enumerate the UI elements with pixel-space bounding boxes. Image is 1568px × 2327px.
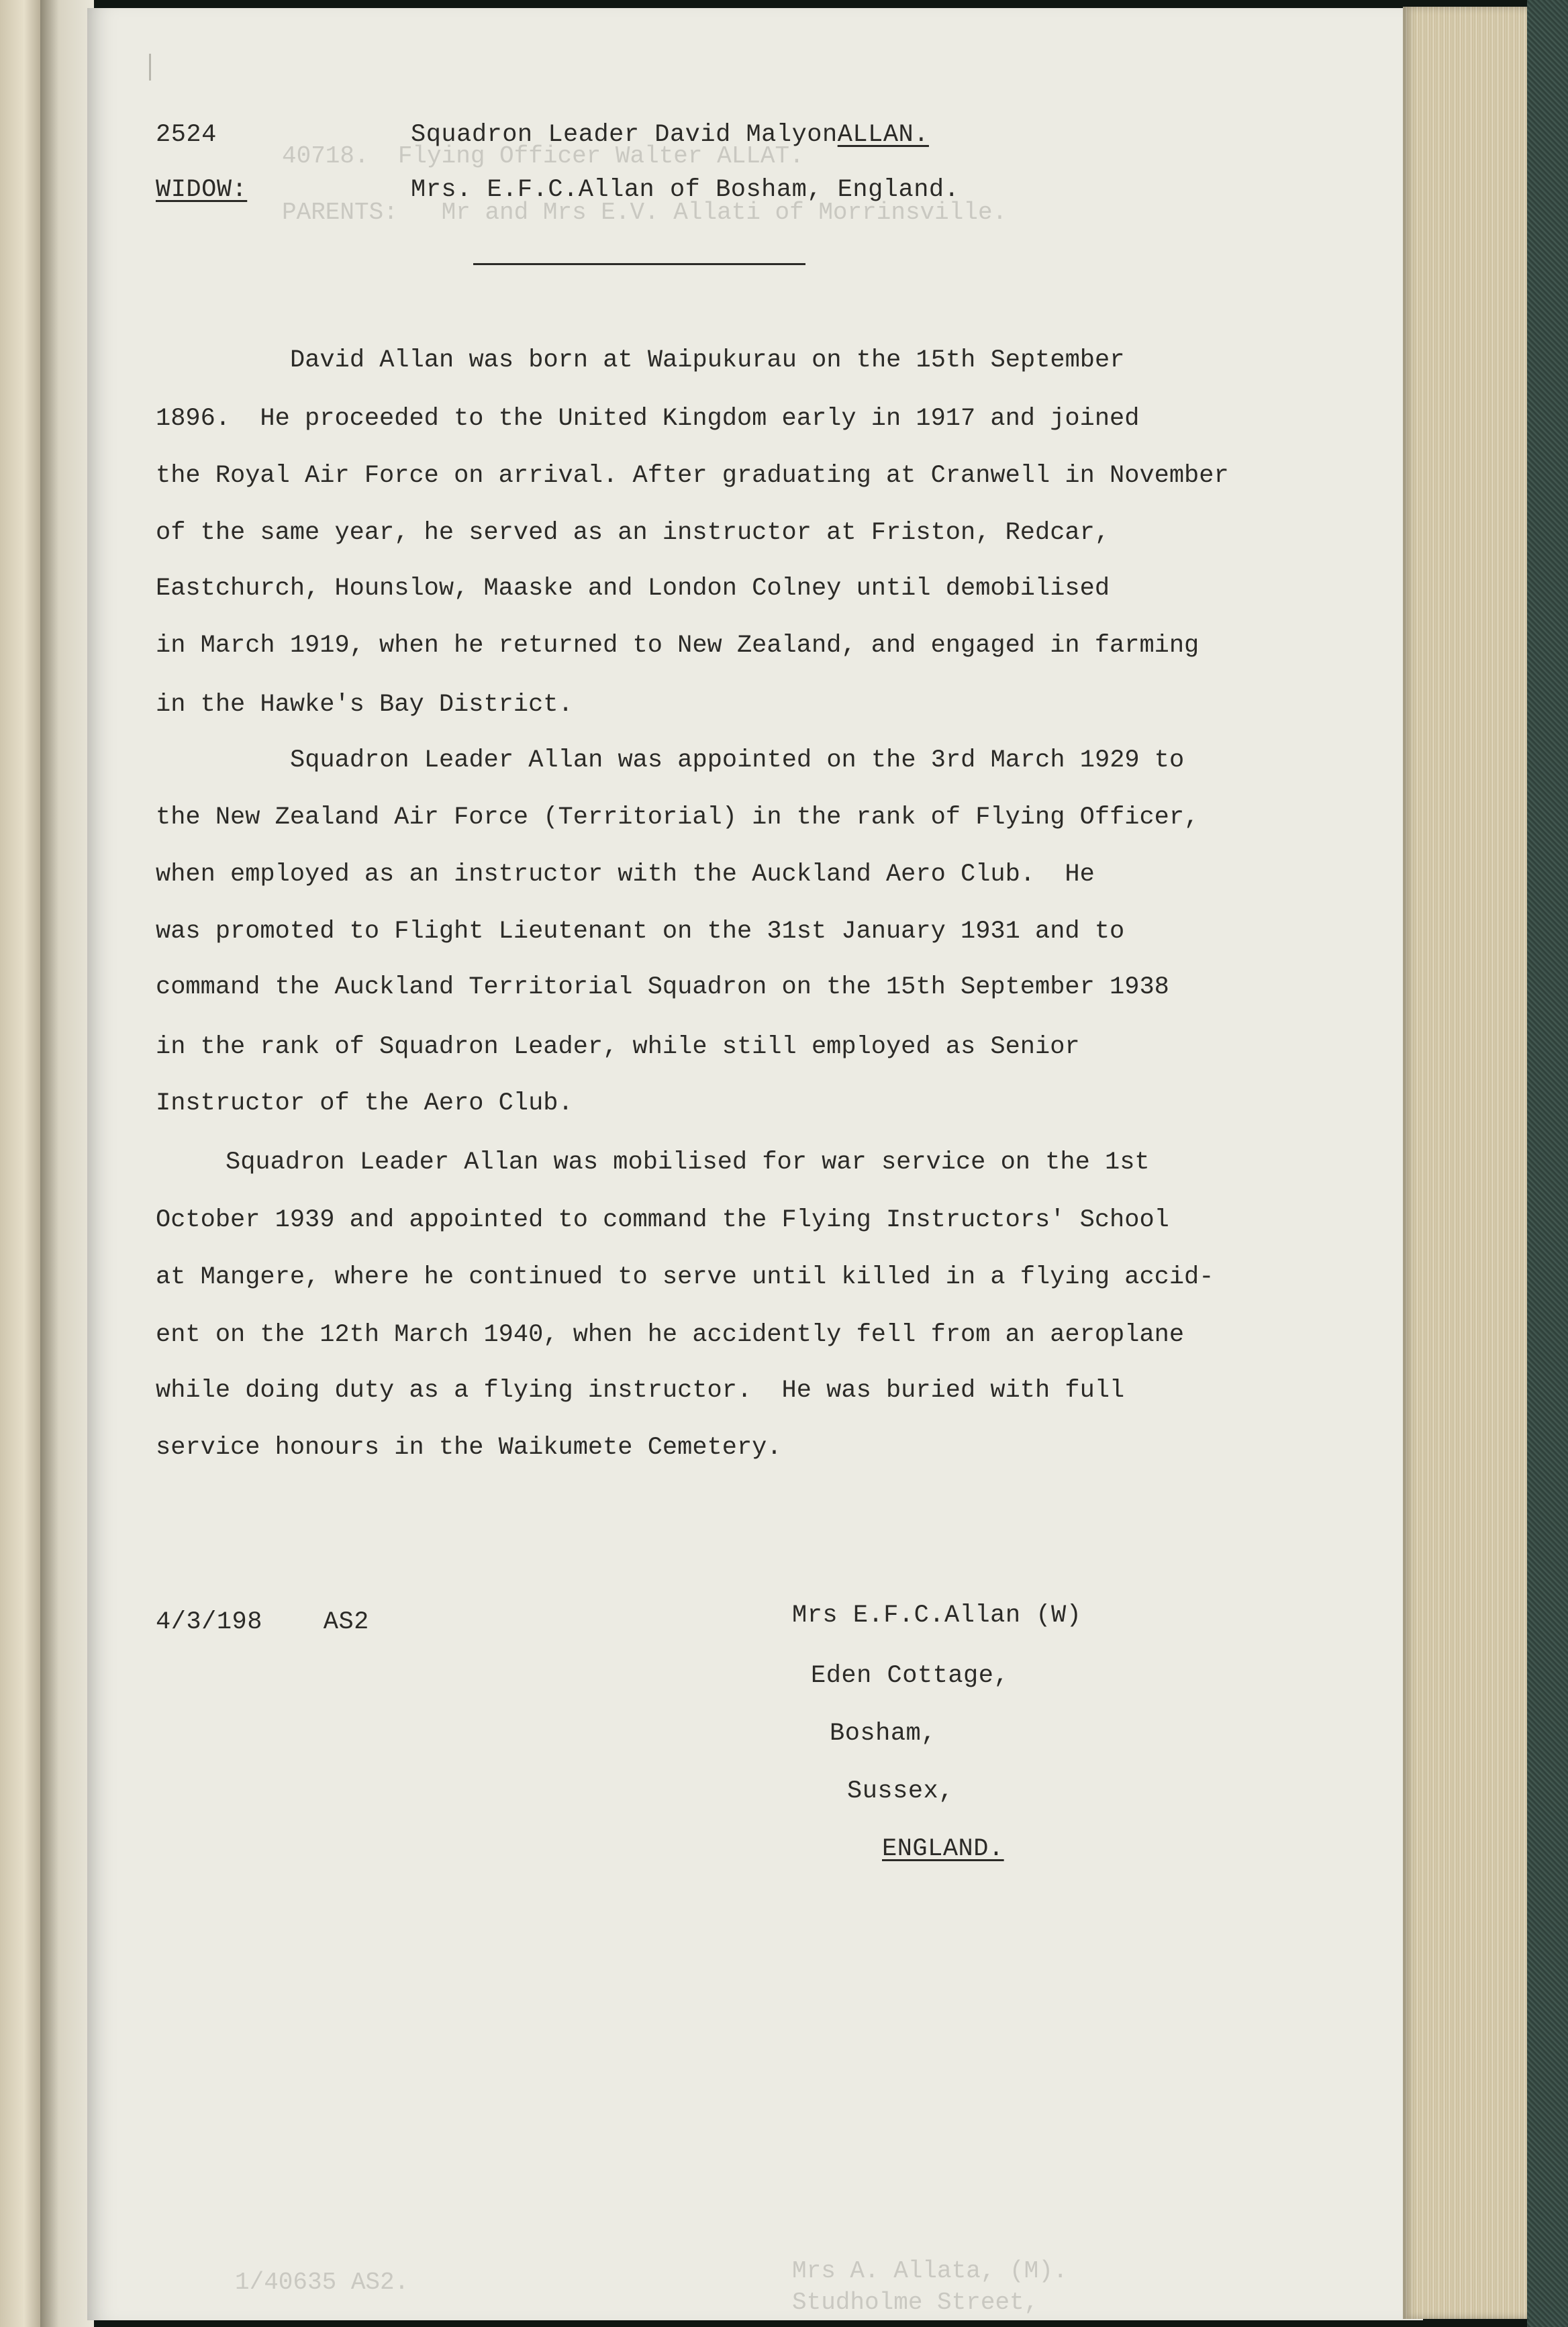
widow-text: Mrs. E.F.C.Allan of Bosham, England. xyxy=(411,176,960,204)
page-edges xyxy=(1403,7,1537,2319)
body-line: the New Zealand Air Force (Territorial) in the rank of Flying Officer, xyxy=(156,803,1199,832)
body-line: at Mangere, where he continued to serve until killed in a flying accid- xyxy=(156,1263,1214,1291)
body-line: when employed as an instructor with the Auckland Aero Club. He xyxy=(156,860,1095,889)
body-line: was promoted to Flight Lieutenant on the 31st January 1931 and to xyxy=(156,918,1125,946)
body-line: of the same year, he served as an instructor at Friston, Redcar, xyxy=(156,519,1110,547)
body-line: Squadron Leader Allan was appointed on the 3rd March 1929 to xyxy=(290,746,1185,775)
body-line: service honours in the Waikumete Cemetery. xyxy=(156,1434,782,1462)
body-line: Eastchurch, Hounslow, Maaske and London Colney until demobilised xyxy=(156,575,1110,603)
address-country: ENGLAND. xyxy=(882,1835,1004,1863)
body-line: Instructor of the Aero Club. xyxy=(156,1089,573,1118)
book-gutter xyxy=(40,0,94,2327)
body-line: October 1939 and appointed to command the Flying Instructors' School xyxy=(156,1206,1169,1234)
bleed-line-bottom-addr2: Studholme Street, xyxy=(792,2289,1039,2316)
book-spine-left xyxy=(0,0,40,2327)
address-line: Eden Cottage, xyxy=(811,1662,1010,1690)
address-line: Mrs E.F.C.Allan (W) xyxy=(792,1601,1082,1630)
body-line: in the rank of Squadron Leader, while still employed as Senior xyxy=(156,1033,1080,1061)
record-heading xyxy=(411,121,929,149)
book-cover-right xyxy=(1527,0,1568,2327)
body-line: ent on the 12th March 1940, when he accidently fell from an aeroplane xyxy=(156,1321,1185,1349)
body-line: Squadron Leader Allan was mobilised for war service on the 1st xyxy=(226,1148,1150,1177)
body-line: in the Hawke's Bay District. xyxy=(156,691,573,719)
body-line: 1896. He proceeded to the United Kingdom early in 1917 and joined xyxy=(156,405,1140,433)
bleed-line-top-1: 40718. Flying Officer Walter ALLAT. xyxy=(282,142,804,170)
record-number: 2524 xyxy=(156,121,217,149)
bleed-line-bottom-addr1: Mrs A. Allata, (M). xyxy=(792,2257,1068,2285)
address-line: Bosham, xyxy=(830,1720,936,1748)
body-line: while doing duty as a flying instructor. He was buried with full xyxy=(156,1377,1125,1405)
header-rule xyxy=(473,263,805,265)
file-reference: 4/3/198 AS2 xyxy=(156,1608,369,1636)
address-line: Sussex, xyxy=(847,1777,954,1805)
record-surname: ALLAN. xyxy=(837,121,929,149)
body-line: David Allan was born at Waipukurau on the 15th September xyxy=(290,346,1125,375)
body-line: in March 1919, when he returned to New Zealand, and engaged in farming xyxy=(156,632,1199,660)
record-name: Squadron Leader David Malyon xyxy=(411,121,838,149)
bleed-line-top-2: PARENTS: Mr and Mrs E.V. Allati of Morrinsville. xyxy=(282,199,1008,226)
widow-label: WIDOW: xyxy=(156,176,248,204)
body-line: the Royal Air Force on arrival. After graduating at Cranwell in November xyxy=(156,462,1229,490)
bleed-line-bottom-ref: 1/40635 AS2. xyxy=(235,2269,409,2296)
page-mark xyxy=(149,54,151,81)
body-line: command the Auckland Territorial Squadron on the 15th September 1938 xyxy=(156,973,1169,1001)
